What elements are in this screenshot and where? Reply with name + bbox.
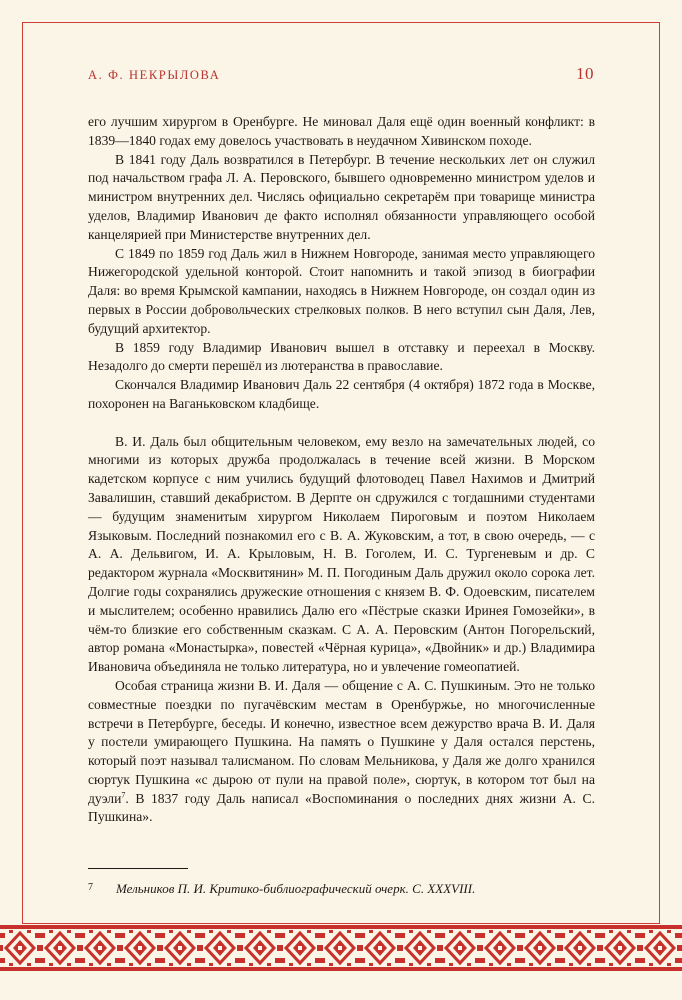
- paragraph-text: . В 1837 году Даль написал «Воспоминания о последних днях жизни А. С. Пушкина».: [88, 790, 595, 825]
- footnote-reference[interactable]: 7: [121, 790, 126, 800]
- footnote-number: 7: [88, 882, 93, 893]
- paragraph: В 1859 году Владимир Иванович вышел в отставку и переехал в Москву. Незадолго до смерти перешёл из лютеранства в православие.: [88, 339, 595, 374]
- paragraph: его лучшим хирургом в Оренбурге. Не миновал Даля ещё один военный конфликт: в 1839—1840 годах ему довелось участвовать в неудачном Хивинском походе.: [88, 114, 595, 148]
- paragraph: В. И. Даль был общительным человеком, ему везло на замечательных людей, со многими из которых дружба продолжалась в течение всей жизни. В Морском кадетском корпусе с ним учились будущий флотоводец Павел Нахимов и Дмитрий Завалишин, ставший декабристом. В Дерпте он сдружился с тогдашними студентами — будущим знаменитым хирургом Николаем Пироговым и поэтом Николаем Языковым. Последний познакомил его с В. А. Жуковским, а тот, в свою очередь, — с А. А. Дельвигом, И. А. Крыловым, Н. В. Гоголем, И. С. Тургеневым и др. С редактором журнала «Москвитянин» М. П. Погодиным Даль дружил около сорока лет. Долгие годы сохранялись дружеские отношения с князем В. Ф. Одоевским, писателем и мыслителем; особенно нравились Далю его «Пёстрые сказки Иринея Гомозейки», в чём-то близкие его собственным сказкам. С А. А. Перовским (Антон Погорельский, автор романа «Монастырка», повестей «Чёрная курица», «Двойник» и др.) Владимира Ивановича объединяла не только литература, но и увлечение гомеопатией.: [88, 433, 595, 675]
- ornamental-border: [0, 925, 682, 971]
- footnote-rule: [88, 868, 188, 869]
- footnote-text: Мельников П. И. Критико-библиографический очерк. С. XXXVIII.: [116, 881, 476, 896]
- paragraph: С 1849 по 1859 год Даль жил в Нижнем Новгороде, занимая место управляющего Нижегородской удельной конторой. Стоит напомнить и такой эпизод в биографии Даля: во время Крымской кампании, находясь в Нижнем Новгороде, он создал один из первых в России добровольческих стрелковых полков. В него вступил сын Даля, Лев, будущий архитектор.: [88, 245, 595, 336]
- paragraph-text: Особая страница жизни В. И. Даля — общение с А. С. Пушкиным. Это не только совместные поездки по пугачёвским местам в Оренбуржье, но многочисленные встречи в Петербурге, беседы. И конечно, известное всем дежурство врача В. И. Даля у постели умирающего Пушкина. На память о Пушкине у Даля остался перстень, который поэт называл талисманом. По словам Мельникова, у Даля же долго хранился сюртук Пушкина «с дырою от пули на правой поле», сюртук, в котором тот был на дуэли: [88, 677, 595, 806]
- paragraph: [88, 677, 595, 827]
- paragraph: Скончался Владимир Иванович Даль 22 сентября (4 октября) 1872 года в Москве, похоронен на Ваганьковском кладбище.: [88, 377, 595, 411]
- footnote: [88, 881, 595, 897]
- running-head: А. Ф. НЕКРЫЛОВА: [88, 68, 221, 82]
- page-header: [88, 64, 594, 84]
- page-body: [88, 113, 595, 827]
- page-number: 10: [576, 64, 594, 83]
- paragraph: В 1841 году Даль возвратился в Петербург. В течение нескольких лет он служил под начальством графа Л. А. Перовского, бывшего одновременно министром уделов и министром внутренних дел. Числясь официально секретарём при товарище министра уделов, Владимир Иванович де факто исполнял обязанности управляющего особой канцелярией при Министерстве внутренних дел.: [88, 151, 595, 242]
